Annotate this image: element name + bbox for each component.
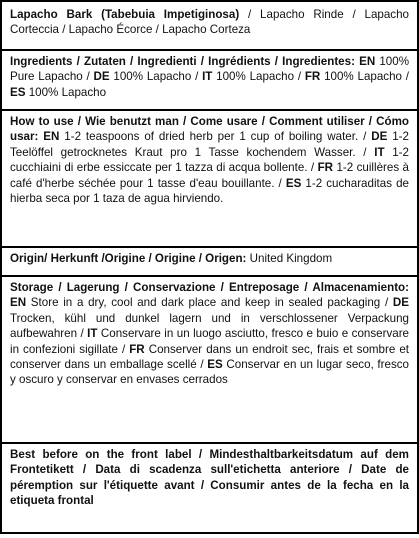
best-before-heading: Best before on the front label / Mindesthaltbarkeitsdatum auf dem Frontetikett / Data di scadenza sull'etichetta anteriore / Date de péremption sur l'étiquette avant / Consumir antes de la fecha en la etiqueta frontal: [10, 448, 409, 508]
ingredients-es-text: 100% Lapacho: [25, 85, 107, 99]
how-to-use-de-code: DE: [371, 130, 388, 144]
product-title: Lapacho Bark (Tabebuia Impetiginosa): [10, 8, 240, 21]
how-to-use-de-text: 1-2 Teelöffel getrocknetes Kraut pro 1 Tasse kochendem Wasser. /: [10, 130, 409, 159]
storage-heading: Storage / Lagerung / Conservazione / Entreposage / Almacenamiento: EN: [10, 281, 409, 310]
product-names-section: [2, 2, 417, 49]
ingredients-fr-code: FR: [304, 70, 321, 84]
origin-section: [2, 248, 417, 275]
origin-value: United Kingdom: [246, 252, 333, 265]
ingredients-section: [2, 51, 417, 109]
ingredients-it-text: 100% Lapacho /: [212, 70, 305, 84]
ingredients-de-code: DE: [93, 70, 110, 84]
storage-it-text: Conservare in un luogo asciutto, fresco e buio e conservare in confezioni sigillate /: [10, 327, 410, 356]
storage-es-code: ES: [207, 358, 223, 372]
origin-heading: Origin/ Herkunft /Origine / Origine / Origen:: [10, 252, 247, 265]
storage-fr-code: FR: [129, 342, 145, 356]
how-to-use-section: [2, 111, 417, 246]
how-to-use-en-text: 1-2 teaspoons of dried herb per 1 cup of boiling water. /: [59, 130, 372, 144]
ingredients-heading: Ingredients / Zutaten / Ingredienti / Ingrédients / Ingredientes: EN: [10, 55, 376, 68]
storage-es-text: Conservar en un lugar seco, fresco y oscuro y conservar en envases cerrados: [10, 358, 409, 387]
ingredients-fr-text: 100% Lapacho /: [320, 70, 409, 84]
how-to-use-heading: How to use / Wie benutzt man / Come usare / Comment utiliser / Cómo usar: EN: [10, 115, 409, 144]
how-to-use-fr-text: 1-2 cuillères à café d'herbe séchée pour 1 tasse d'eau bouillante. /: [10, 161, 409, 190]
ingredients-it-code: IT: [202, 70, 213, 84]
how-to-use-it-text: 1-2 cucchiaini di erbe essiccate per 1 tazza di acqua bollente. /: [10, 145, 409, 175]
best-before-section: [2, 444, 417, 538]
storage-de-text: Trocken, kühl und dunkel lagern und in verschlossener Verpackung aufbewahren /: [10, 311, 409, 341]
how-to-use-it-code: IT: [374, 145, 385, 159]
storage-fr-text: Conserver dans un endroit sec, frais et sombre et conserver dans un emballage scellé /: [10, 342, 409, 372]
product-names-translations: / Lapacho Rinde / Lapacho Corteccia / Lapacho Écorce / Lapacho Corteza: [10, 8, 410, 37]
how-to-use-es-text: 1-2 cucharaditas de hierba seca por 1 taza de agua hirviendo.: [10, 176, 409, 206]
ingredients-en-text: 100% Pure Lapacho /: [10, 55, 410, 84]
how-to-use-es-code: ES: [285, 176, 302, 190]
ingredients-es-code: ES: [10, 85, 26, 99]
storage-en-text: Store in a dry, cool and dark place and keep in sealed packaging /: [26, 296, 393, 310]
storage-it-code: IT: [87, 327, 98, 341]
ingredients-de-text: 100% Lapacho /: [109, 70, 203, 84]
how-to-use-fr-code: FR: [317, 161, 334, 175]
storage-de-code: DE: [392, 296, 409, 310]
storage-section: [2, 277, 417, 442]
